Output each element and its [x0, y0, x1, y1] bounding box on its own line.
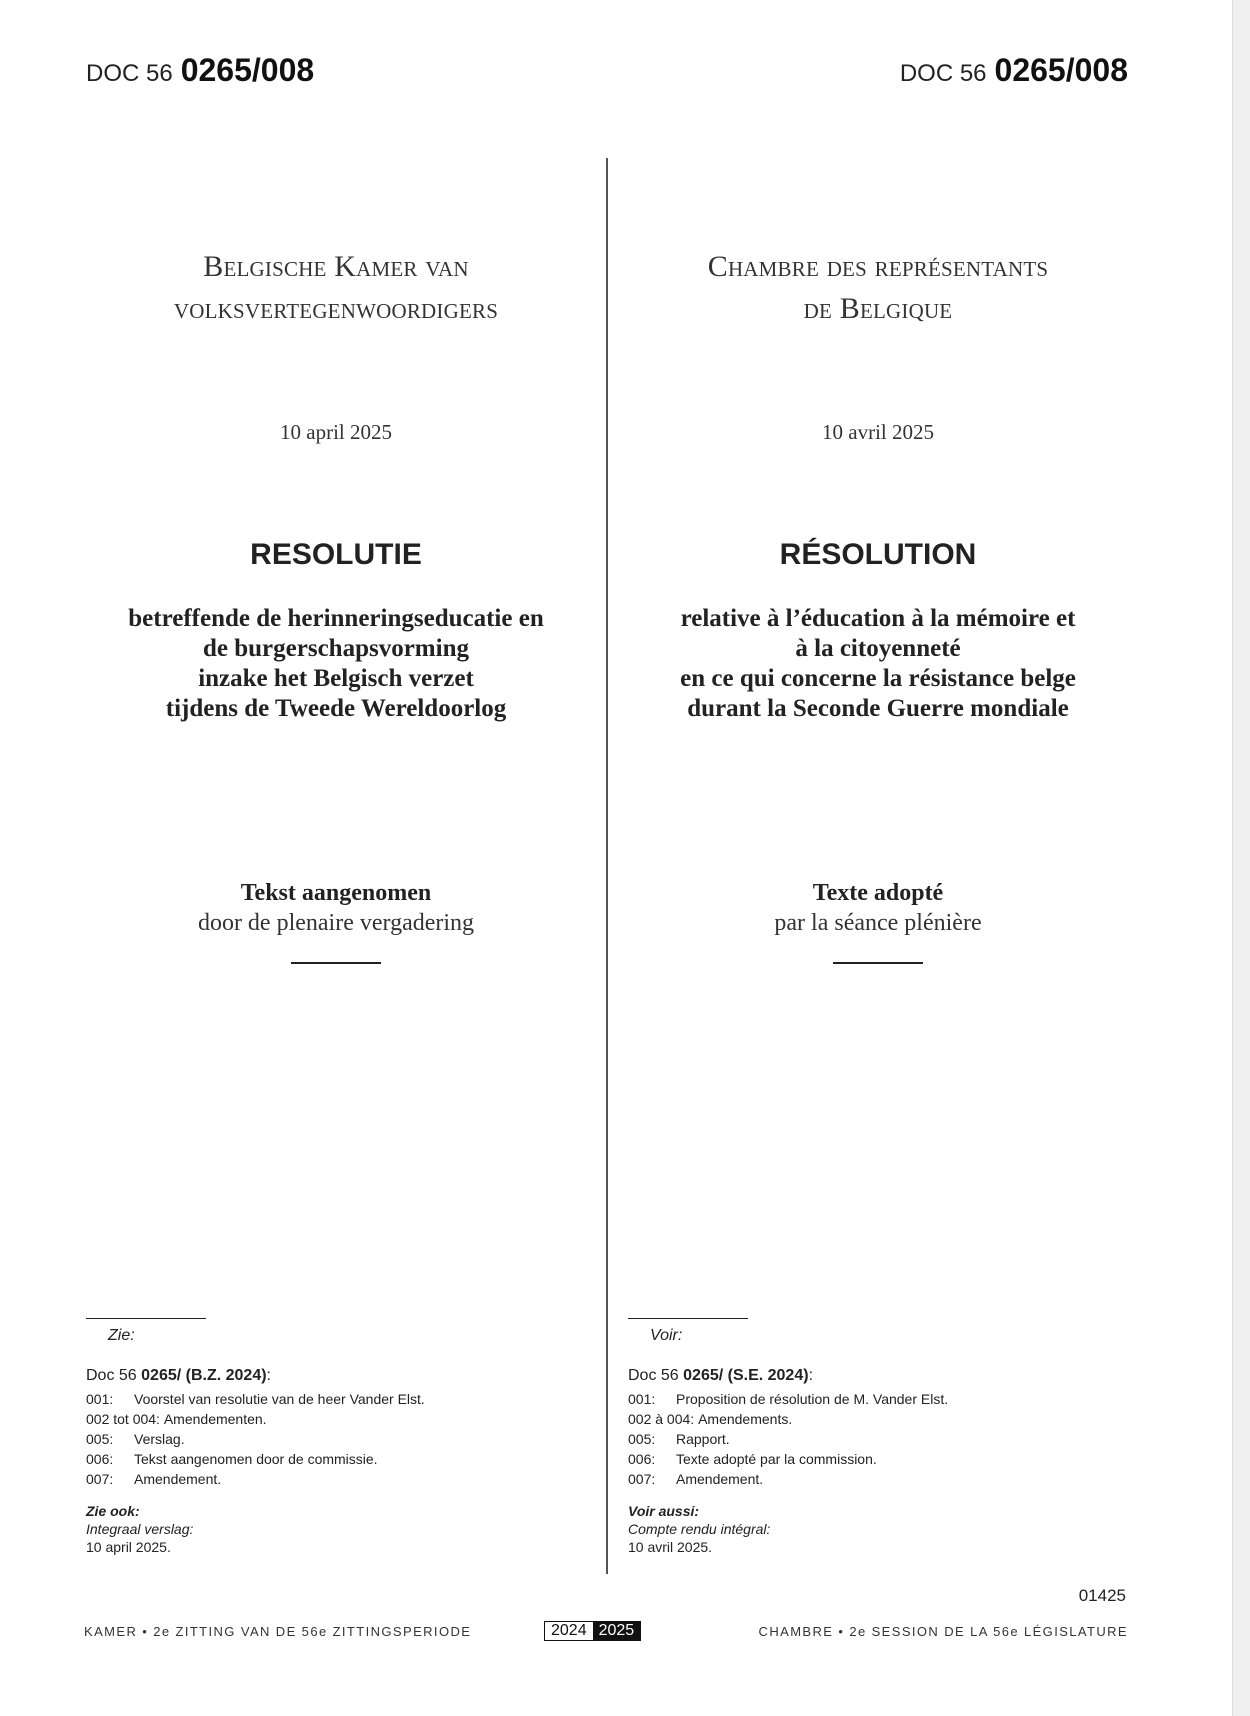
see-also-label: Voir aussi: — [628, 1503, 700, 1519]
ref-num: 005: — [86, 1431, 114, 1447]
adopted-text-fr — [628, 878, 1128, 938]
doc-ref: 0265/ (S.E. 2024) — [683, 1367, 809, 1384]
doc-suffix: : — [266, 1367, 271, 1384]
ref-text: Amendementen. — [163, 1411, 267, 1427]
doc-number-right — [900, 52, 1128, 89]
institution-line: Belgische Kamer van — [203, 250, 469, 283]
ref-num: 005: — [628, 1431, 656, 1447]
subject-line: betreffende de herinneringseducatie en — [128, 605, 544, 632]
subject-line: durant la Seconde Guerre mondiale — [687, 695, 1069, 722]
ref-num: 001: — [628, 1391, 656, 1407]
resolution-subject-nl — [86, 604, 586, 724]
report-date: 10 april 2025. — [86, 1539, 171, 1555]
adopted-by: par la séance plénière — [774, 910, 982, 936]
ref-item — [628, 1389, 1108, 1409]
ref-item — [86, 1429, 566, 1449]
see-also-label: Zie ook: — [86, 1503, 140, 1519]
ref-item — [86, 1389, 566, 1409]
year-end: 2025 — [593, 1622, 641, 1640]
ref-item — [628, 1449, 1108, 1469]
ref-item — [86, 1469, 566, 1489]
report-label: Compte rendu intégral: — [628, 1521, 771, 1537]
references-fr — [628, 1318, 1108, 1555]
ref-item — [86, 1409, 566, 1429]
doc-ref: 0265/ (B.Z. 2024) — [141, 1367, 267, 1384]
resolution-title-nl: RESOLUTIE — [250, 538, 422, 571]
doc-reference — [86, 1367, 566, 1385]
adopted-by: door de plenaire vergadering — [197, 910, 475, 936]
refs-rule — [86, 1318, 206, 1319]
ref-item — [628, 1429, 1108, 1449]
doc-prefix: Doc 56 — [86, 1367, 142, 1384]
footer-right: CHAMBRE • 2e SESSION DE LA 56e LÉGISLATURE — [758, 1624, 1128, 1639]
adopted-label: Texte adopté — [812, 880, 944, 906]
ref-num: 002 tot 004: — [86, 1411, 160, 1427]
ref-item — [628, 1409, 1108, 1429]
institution-line: Chambre des représentants — [707, 250, 1049, 283]
ref-num: 007: — [86, 1471, 114, 1487]
resolution-subject-fr — [628, 604, 1128, 724]
resolution-title-fr: RÉSOLUTION — [779, 538, 977, 571]
ref-text: Proposition de résolution de M. Vander Elst. — [676, 1391, 949, 1407]
doc-number: 0265/008 — [994, 52, 1128, 88]
short-rule-nl — [291, 962, 381, 964]
column-divider — [606, 158, 608, 1574]
ref-text: Verslag. — [134, 1431, 185, 1447]
institution-line: volksvertegenwoordigers — [173, 292, 499, 325]
ref-item — [628, 1469, 1108, 1489]
subject-line: à la citoyenneté — [795, 635, 961, 662]
ref-item — [86, 1449, 566, 1469]
subject-line: relative à l’éducation à la mémoire et — [680, 605, 1076, 632]
footer-left: KAMER • 2e ZITTING VAN DE 56e ZITTINGSPERIODE — [84, 1624, 472, 1639]
references-nl — [86, 1318, 566, 1555]
ref-text: Voorstel van resolutie van de heer Vander Elst. — [134, 1391, 425, 1407]
doc-prefix: Doc 56 — [628, 1367, 684, 1384]
doc-number: 0265/008 — [180, 52, 315, 88]
date-nl: 10 april 2025 — [280, 420, 392, 444]
date-fr: 10 avril 2025 — [822, 420, 934, 444]
subject-line: tijdens de Tweede Wereldoorlog — [165, 695, 507, 722]
institution-name-nl — [86, 246, 586, 330]
doc-prefix: DOC 56 — [86, 60, 173, 87]
doc-prefix: DOC 56 — [899, 60, 987, 87]
ref-num: 006: — [86, 1451, 114, 1467]
ref-num: 001: — [86, 1391, 114, 1407]
ref-text: Amendements. — [698, 1411, 793, 1427]
ref-num: 007: — [628, 1471, 656, 1487]
ref-text: Rapport. — [676, 1431, 730, 1447]
year-start: 2024 — [545, 1622, 593, 1640]
ref-num: 006: — [628, 1451, 656, 1467]
subject-line: en ce qui concerne la résistance belge — [680, 665, 1076, 692]
see-label: Voir: — [650, 1327, 683, 1344]
doc-suffix: : — [808, 1367, 814, 1384]
institution-line: de Belgique — [803, 292, 953, 325]
subject-line: inzake het Belgisch verzet — [198, 665, 474, 692]
ref-text: Amendement. — [676, 1471, 764, 1487]
adopted-label: Tekst aangenomen — [240, 880, 432, 906]
refs-rule — [628, 1318, 748, 1319]
short-rule-fr — [833, 962, 923, 964]
ref-num: 002 à 004: — [628, 1411, 695, 1427]
ref-text: Amendement. — [134, 1471, 222, 1487]
page-id: 01425 — [1078, 1586, 1126, 1605]
ref-text: Texte adopté par la commission. — [676, 1451, 877, 1467]
subject-line: de burgerschapsvorming — [203, 635, 469, 662]
session-years — [544, 1621, 641, 1641]
adopted-text-nl — [86, 878, 586, 938]
doc-number-left — [86, 52, 314, 89]
ref-text: Tekst aangenomen door de commissie. — [134, 1451, 378, 1467]
report-label: Integraal verslag: — [86, 1521, 194, 1537]
institution-name-fr — [628, 246, 1128, 330]
see-label: Zie: — [108, 1327, 135, 1344]
report-date: 10 avril 2025. — [628, 1539, 713, 1555]
doc-reference — [628, 1367, 1108, 1385]
